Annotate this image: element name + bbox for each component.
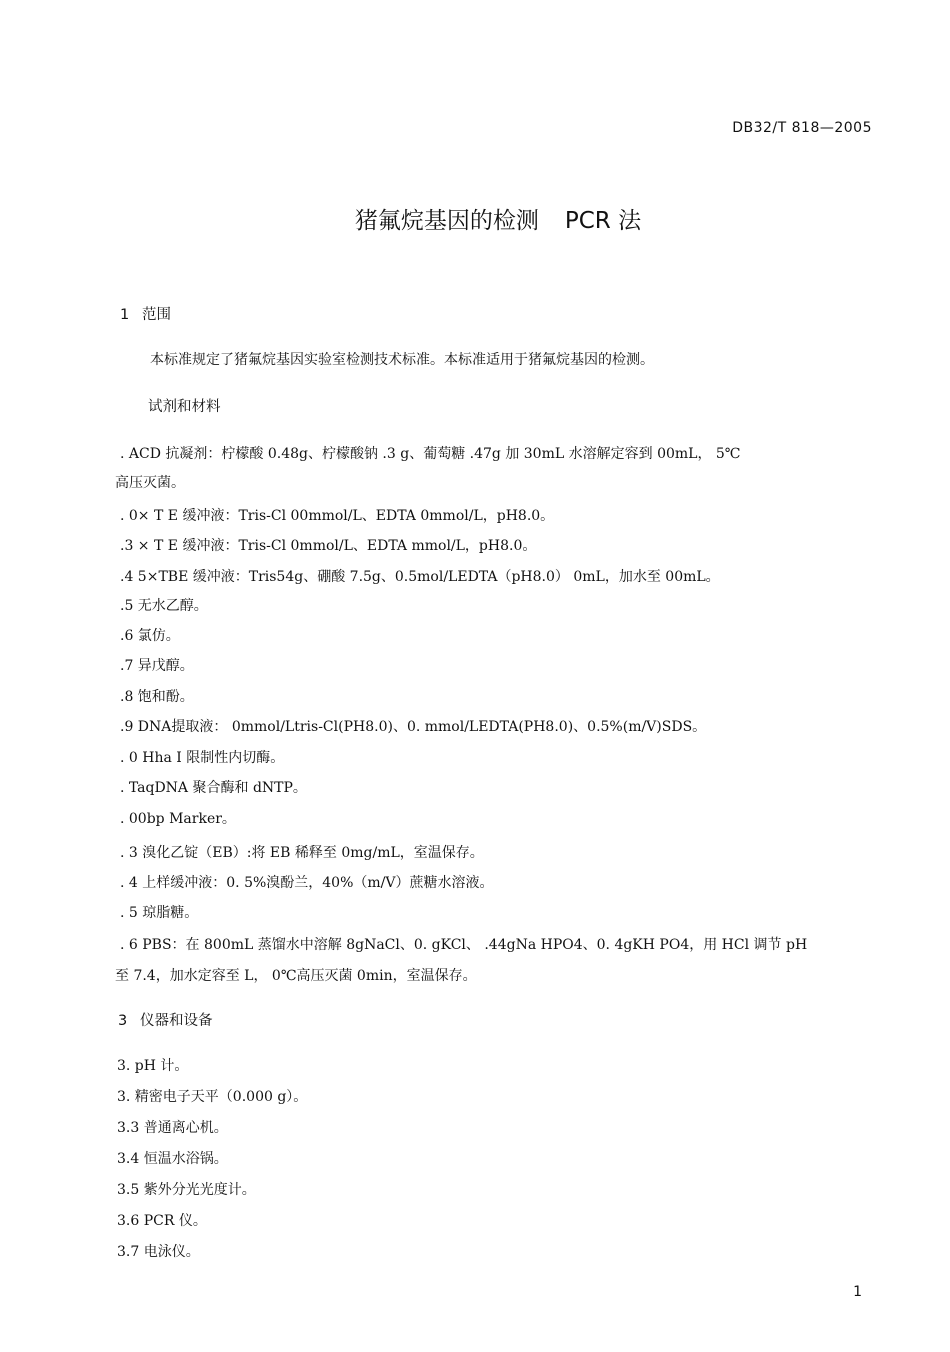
reagent-item: .6 氯仿。 — [120, 628, 180, 644]
instrument-item: 3.5 紫外分光光度计。 — [117, 1182, 256, 1198]
reagent-item: . 0× T E 缓冲液：Tris-Cl 00mmol/L、EDTA 0mmol/L，pH8.0。 — [120, 508, 555, 524]
reagent-item: .4 5×TBE 缓冲液：Tris54g、硼酸 7.5g、0.5mol/LEDTA（pH8.0） 0mL，加水至 00mL。 — [120, 569, 720, 585]
reagent-item: .9 DNA提取液： 0mmol/Ltris-Cl(PH8.0)、0. mmol/LEDTA(PH8.0)、0.5%(m/V)SDS。 — [120, 719, 707, 735]
instrument-item: 3.3 普通离心机。 — [117, 1120, 228, 1136]
scope-body: 本标准规定了猪氟烷基因实验室检测技术标准。本标准适用于猪氟烷基因的检测。 — [150, 352, 654, 368]
reagent-item: .3 × T E 缓冲液：Tris-Cl 0mmol/L、EDTA mmol/L，pH8.0。 — [120, 538, 537, 554]
reagent-item: . 3 溴化乙锭（EB）:将 EB 稀释至 0mg/mL，室温保存。 — [120, 845, 484, 861]
title-main: 猪氟烷基因的检测 — [354, 208, 539, 234]
reagent-item: .8 饱和酚。 — [120, 689, 194, 705]
instrument-item: 3.7 电泳仪。 — [117, 1244, 200, 1260]
reagent-item: . 0 Hha I 限制性内切酶。 — [120, 750, 285, 766]
title-method: PCR 法 — [564, 208, 642, 234]
instrument-item: 3. pH 计。 — [117, 1058, 189, 1074]
instrument-item: 3. 精密电子天平（0.000 g）。 — [117, 1089, 308, 1105]
section-scope-heading — [120, 303, 171, 324]
section-heading-text: 仪器和设备 — [140, 1013, 213, 1029]
section-heading-text: 范围 — [142, 307, 171, 323]
reagent-item: . 5 琼脂糖。 — [120, 905, 199, 921]
reagent-item: . 6 PBS：在 800mL 蒸馏水中溶解 8gNaCl、0. gKCl、 .44gNa HPO4、0. 4gKH PO4，用 HCl 调节 pH — [120, 937, 808, 953]
reagent-item: . TaqDNA 聚合酶和 dNTP。 — [120, 780, 307, 796]
reagent-item: . 4 上样缓冲液：0. 5%溴酚兰，40%（m/V）蔗糖水溶液。 — [120, 875, 494, 891]
reagent-item: . 00bp Marker。 — [120, 811, 236, 827]
section-reagents-heading: 试剂和材料 — [148, 399, 221, 415]
section-number: 1 — [120, 307, 130, 323]
standard-code: DB32/T 818—2005 — [732, 120, 872, 136]
page-number: 1 — [853, 1284, 862, 1300]
reagent-item: . ACD 抗凝剂：柠檬酸 0.48g、柠檬酸钠 .3 g、葡萄糖 .47g 加 30mL 水溶解定容到 00mL， 5℃ — [120, 446, 741, 462]
instrument-item: 3.4 恒温水浴锅。 — [117, 1151, 228, 1167]
reagent-item: .5 无水乙醇。 — [120, 598, 208, 614]
document-title — [0, 202, 950, 235]
reagent-item: .7 异戊醇。 — [120, 658, 194, 674]
section-number: 3 — [118, 1013, 128, 1029]
section-instruments-heading — [118, 1009, 213, 1030]
reagent-item: 至 7.4，加水定容至 L， 0℃高压灭菌 0min，室温保存。 — [115, 968, 477, 984]
instrument-item: 3.6 PCR 仪。 — [117, 1213, 207, 1229]
reagent-item: 高压灭菌。 — [115, 475, 185, 491]
